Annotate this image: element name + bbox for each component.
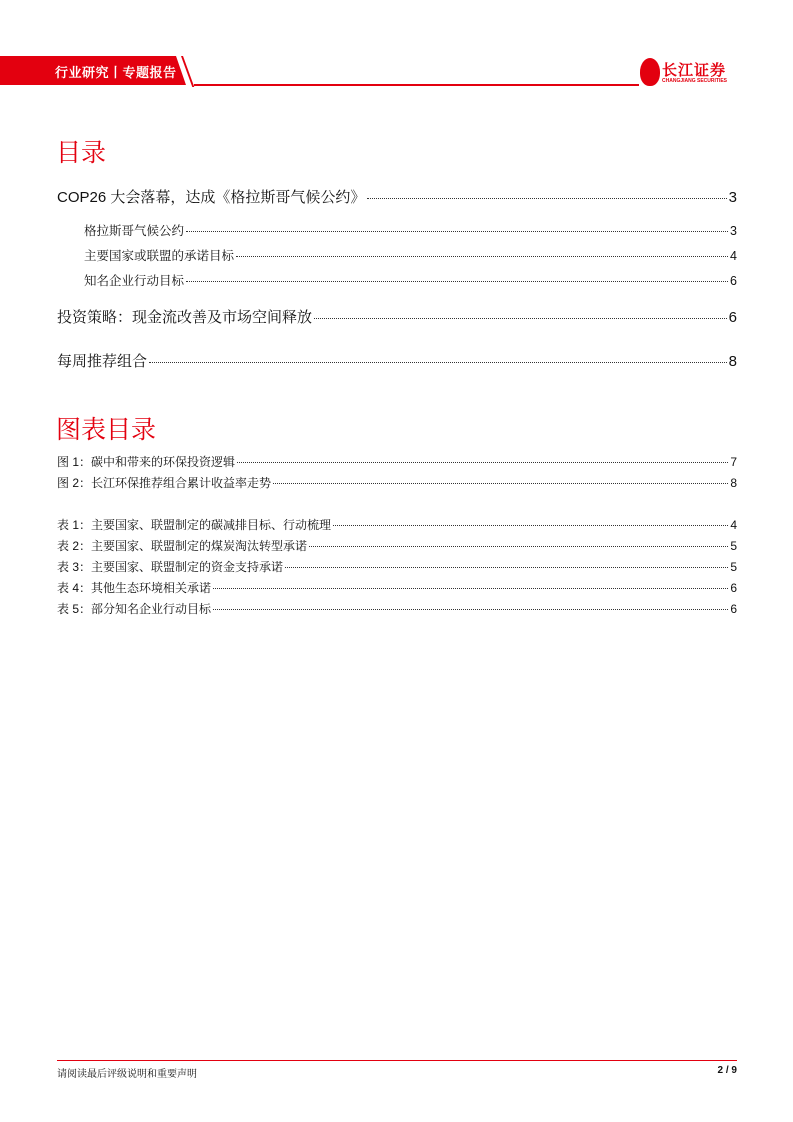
toc-title: 目录 (56, 139, 107, 167)
table-entry[interactable] (57, 516, 737, 533)
footer-disclaimer: 请阅读最后评级说明和重要声明 (57, 1069, 197, 1080)
header-rule (194, 84, 639, 86)
dot-leader (314, 318, 727, 319)
toc-entry[interactable] (57, 186, 737, 207)
figure-entry-text: 图 2：长江环保推荐组合累计收益率走势 (57, 476, 272, 490)
toc-entry-text: 格拉斯哥气候公约 (84, 224, 185, 238)
table-entry-page: 6 (730, 602, 737, 616)
dot-leader (213, 609, 728, 610)
header-section-label: 行业研究丨专题报告 (55, 65, 177, 80)
table-entry-text: 表 4：其他生态环境相关承诺 (57, 581, 212, 595)
dot-leader (236, 256, 728, 257)
table-entry-text: 表 2：主要国家、联盟制定的煤炭淘汰转型承诺 (57, 539, 308, 553)
toc-entry-page: 3 (728, 189, 737, 206)
dot-leader (237, 462, 728, 463)
toc-entry[interactable] (84, 271, 737, 289)
figure-entry-page: 8 (730, 476, 737, 490)
figure-entry-page: 7 (730, 455, 737, 469)
logo-english: CHANGJIANG SECURITIES (662, 78, 728, 84)
page-number: 2 / 9 (717, 1065, 737, 1076)
table-entry-text: 表 1：主要国家、联盟制定的碳减排目标、行动梳理 (57, 518, 332, 532)
toc-entry[interactable] (57, 350, 737, 371)
logo-name: 长江证券 (662, 62, 727, 79)
toc-entry-page: 3 (730, 224, 737, 238)
dot-leader (367, 198, 726, 199)
company-logo (640, 58, 740, 88)
table-entry-page: 5 (730, 539, 737, 553)
logo-mark-icon (640, 58, 660, 86)
dot-leader (285, 567, 728, 568)
table-entry-text: 表 5：部分知名企业行动目标 (57, 602, 212, 616)
toc-entry-text: 每周推荐组合 (57, 353, 148, 370)
table-entry-page: 5 (730, 560, 737, 574)
table-entry-text: 表 3：主要国家、联盟制定的资金支持承诺 (57, 560, 284, 574)
figure-entry[interactable] (57, 474, 737, 491)
table-entry[interactable] (57, 600, 737, 617)
table-entry-page: 4 (730, 518, 737, 532)
dot-leader (186, 231, 728, 232)
footer-rule (57, 1060, 737, 1061)
toc-entry-text: 知名企业行动目标 (84, 274, 185, 288)
dot-leader (309, 546, 728, 547)
toc-entry-page: 6 (728, 309, 737, 326)
toc-entry-text: COP26 大会落幕，达成《格拉斯哥气候公约》 (57, 189, 366, 206)
figure-entry-text: 图 1：碳中和带来的环保投资逻辑 (57, 455, 236, 469)
figures-toc-title: 图表目录 (56, 416, 157, 444)
toc-entry-page: 4 (730, 249, 737, 263)
dot-leader (273, 483, 728, 484)
toc-entry-page: 6 (730, 274, 737, 288)
dot-leader (213, 588, 728, 589)
table-entry[interactable] (57, 579, 737, 596)
toc-entry-text: 主要国家或联盟的承诺目标 (84, 249, 235, 263)
toc-entry[interactable] (57, 306, 737, 327)
dot-leader (149, 362, 727, 363)
dot-leader (186, 281, 728, 282)
toc-entry-page: 8 (728, 353, 737, 370)
table-entry-page: 6 (730, 581, 737, 595)
table-entry[interactable] (57, 537, 737, 554)
toc-entry[interactable] (84, 221, 737, 239)
toc-entry[interactable] (84, 246, 737, 264)
figure-entry[interactable] (57, 453, 737, 470)
toc-entry-text: 投资策略：现金流改善及市场空间释放 (57, 309, 313, 326)
dot-leader (333, 525, 728, 526)
table-entry[interactable] (57, 558, 737, 575)
